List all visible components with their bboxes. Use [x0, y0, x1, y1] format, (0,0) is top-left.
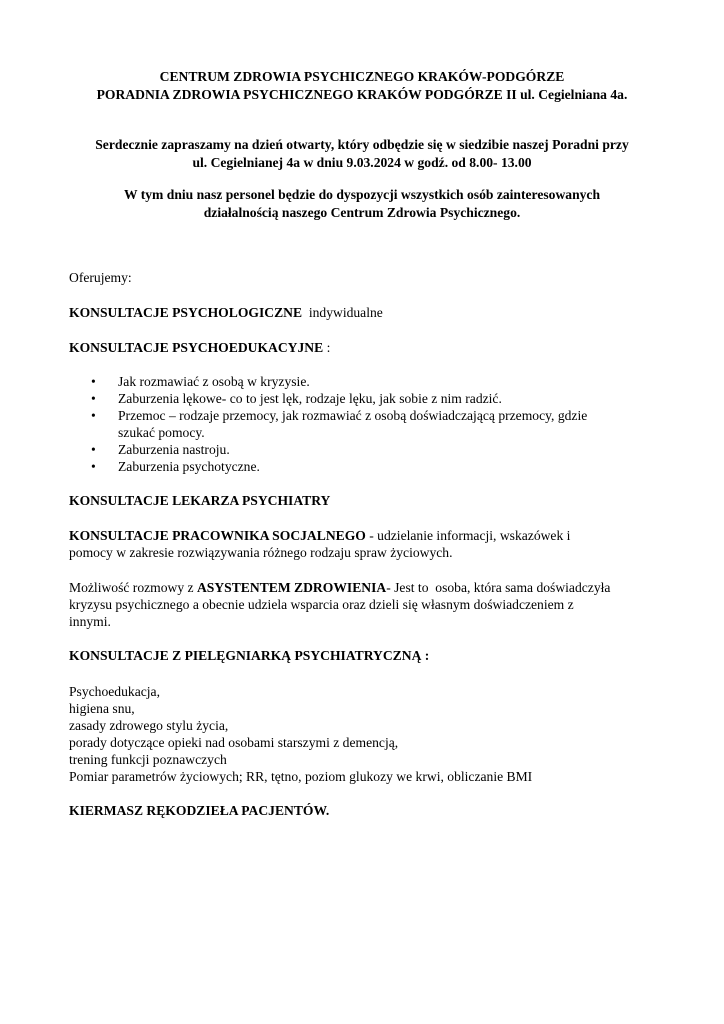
- bullet: •: [91, 391, 96, 406]
- section-nurse: KONSULTACJE Z PIELĘGNIARKĄ PSYCHIATRYCZNĄ :: [69, 648, 430, 663]
- section-title: KONSULTACJE PRACOWNIKA SOCJALNEGO: [69, 528, 366, 543]
- nurse-item: Pomiar parametrów życiowych; RR, tętno, poziom glukozy we krwi, obliczanie BMI: [69, 769, 533, 784]
- bullet: •: [91, 408, 96, 423]
- invite-line-1: Serdecznie zapraszamy na dzień otwarty, który odbędzie się w siedzibie naszej Poradni przy: [95, 137, 629, 152]
- section-title: ASYSTENTEM ZDROWIENIA: [196, 580, 387, 595]
- list-item: Przemoc – rodzaje przemocy, jak rozmawiać z osobą doświadczającą przemocy, gdzie: [118, 408, 588, 423]
- section-psychological: [69, 305, 383, 321]
- header-line-2: PORADNIA ZDROWIA PSYCHICZNEGO KRAKÓW PODGÓRZE II ul. Cegielniana 4a.: [96, 87, 628, 102]
- section-title: KONSULTACJE PSYCHOLOGICZNE: [69, 305, 303, 320]
- section-note: - udzielanie informacji, wskazówek i: [365, 528, 571, 543]
- list-item-continuation: szukać pomocy.: [118, 425, 205, 440]
- nurse-item: zasady zdrowego stylu życia,: [69, 718, 229, 733]
- nurse-item: trening funkcji poznawczych: [69, 752, 227, 767]
- nurse-item: Psychoedukacja,: [69, 684, 160, 699]
- list-item: Jak rozmawiać z osobą w kryzysie.: [118, 374, 310, 389]
- section-psychiatrist: KONSULTACJE LEKARZA PSYCHIATRY: [69, 493, 331, 508]
- invite-line-2: ul. Cegielnianej 4a w dniu 9.03.2024 w godź. od 8.00- 13.00: [192, 155, 532, 170]
- offer-label: Oferujemy:: [69, 270, 132, 285]
- bullet: •: [91, 459, 96, 474]
- invite-line-4: działalnością naszego Centrum Zdrowia Psychicznego.: [203, 205, 521, 220]
- social-line-2: pomocy w zakresie rozwiązywania różnego rodzaju spraw życiowych.: [69, 545, 453, 560]
- list-item: Zaburzenia psychotyczne.: [118, 459, 260, 474]
- section-handicraft-fair: KIERMASZ RĘKODZIEŁA PACJENTÓW.: [69, 803, 330, 818]
- section-recovery-assistant: [69, 580, 610, 596]
- section-note: :: [323, 340, 331, 355]
- section-note: indywidualne: [302, 305, 383, 320]
- section-psychoeducational: [69, 340, 330, 356]
- assistant-line-3: innymi.: [69, 614, 111, 629]
- nurse-item: higiena snu,: [69, 701, 135, 716]
- section-note: - Jest to osoba, która sama doświadczyła: [386, 580, 611, 595]
- assistant-line-2: kryzysu psychicznego a obecnie udziela wsparcia oraz dzieli się własnym doświadczeniem z: [69, 597, 574, 612]
- list-item: Zaburzenia nastroju.: [118, 442, 230, 457]
- invite-line-3: W tym dniu nasz personel będzie do dyspozycji wszystkich osób zainteresowanych: [123, 187, 601, 202]
- section-title: KONSULTACJE PSYCHOEDUKACYJNE: [69, 340, 324, 355]
- bullet: •: [91, 442, 96, 457]
- bullet: •: [91, 374, 96, 389]
- section-social-worker: [69, 528, 570, 544]
- nurse-item: porady dotyczące opieki nad osobami starszymi z demencją,: [69, 735, 399, 750]
- list-item: Zaburzenia lękowe- co to jest lęk, rodzaje lęku, jak sobie z nim radzić.: [118, 391, 502, 406]
- header-line-1: CENTRUM ZDROWIA PSYCHICZNEGO KRAKÓW-PODGÓRZE: [159, 69, 565, 84]
- assistant-pre: Możliwość rozmowy z: [69, 580, 197, 595]
